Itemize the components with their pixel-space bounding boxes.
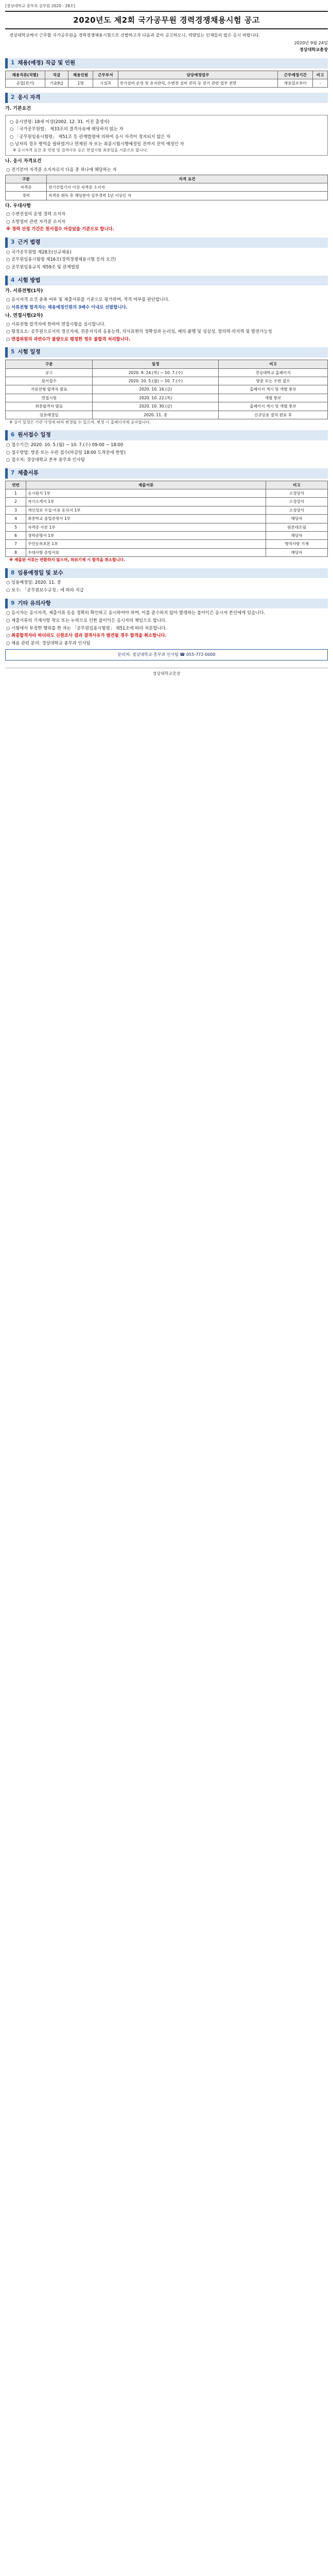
table-cell: 공고 <box>6 368 93 377</box>
table-row <box>6 532 328 540</box>
note-text: ※ 응시자격 요건 중 연령 및 결격사유 등은 면접시험 최종일을 기준으로 합니다. <box>13 148 148 153</box>
table-cell: 응시원서 1부 <box>26 489 266 498</box>
section-title: 제출서류 <box>17 469 39 476</box>
warning-text: ※ 경력 산정 기간은 원서접수 마감일을 기준으로 합니다. <box>6 226 114 232</box>
table-header: 근무예정기간 <box>278 71 313 79</box>
table-cell: 기술9급 <box>45 79 68 88</box>
list-item: ○ 「공무원임용시험령」 제51조 등 관계법령에 의하여 응시 자격이 정지되지 않은 자 <box>10 133 171 139</box>
table-cell: 해당자 <box>266 548 328 556</box>
list-item: ○ 응시연령: 18세 이상(2002. 12. 31. 이전 출생자) <box>10 118 110 124</box>
section-number: 5 <box>11 349 15 355</box>
table-row <box>6 79 328 88</box>
table-cell: 5 <box>6 523 26 531</box>
table-header: 직급 <box>45 71 68 79</box>
table-cell: 2020. 10. 30.(금) <box>93 402 219 411</box>
section-title: 시험 방법 <box>17 277 41 283</box>
table-header: 구분 <box>6 360 93 368</box>
table-cell: 7 <box>6 540 26 548</box>
list-item: ○ 접수처: 경상대학교 본부 총무과 인사팀 <box>6 457 85 463</box>
section-notices <box>5 599 328 647</box>
section-title: 기타 유의사항 <box>17 600 51 606</box>
table-row <box>6 183 328 191</box>
list-item: ○ 공무원임용규칙 제59조 및 관계법령 <box>6 264 79 270</box>
table-cell: 자격증 사본 1부 <box>26 523 266 531</box>
note-text: ※ 제출된 서류는 반환하지 않으며, 허위기재 시 합격을 취소합니다. <box>9 557 126 563</box>
table-row <box>6 523 328 531</box>
section-number: 8 <box>11 569 15 576</box>
table-cell: 원본대조필 <box>266 523 328 531</box>
section-number: 4 <box>11 277 15 283</box>
qualification-table <box>5 175 328 200</box>
table-cell: 경력증명서 1부 <box>26 532 266 540</box>
table-header: 비고 <box>266 481 328 489</box>
document-tag: [경상대학교 총무과 공무원 2020 - 28호] <box>5 4 76 8</box>
page-title: 2020년도 제2회 국가공무원 경력경쟁채용시험 공고 <box>73 15 260 25</box>
table-cell: 최종학교 졸업증명서 1부 <box>26 515 266 523</box>
table-cell: 소정양식 <box>266 489 328 498</box>
table-cell: 개인정보 수집·이용 동의서 1부 <box>26 506 266 514</box>
table-cell: 해당자 <box>266 532 328 540</box>
table-cell: 채용일로부터 <box>278 79 313 88</box>
list-item: ○ 채용 관련 문의: 경상대학교 총무과 인사팀 <box>6 640 91 646</box>
list-item: ○ 임용예정일: 2020. 11. 중 <box>6 580 61 585</box>
table-cell: 개별 통보 <box>219 394 328 402</box>
list-item: ○ 접수방법: 방문 또는 우편 접수(마감일 18:00 도착분에 한함) <box>6 449 126 455</box>
table-row <box>6 385 328 394</box>
table-cell: 2 <box>6 498 26 506</box>
table-cell: 8 <box>6 548 26 556</box>
table-row <box>6 411 328 419</box>
table-cell: 경력 <box>6 192 47 200</box>
schedule-table <box>5 360 328 419</box>
list-item: ○ 「국가공무원법」 제33조의 결격사유에 해당하지 않는 자 <box>10 126 124 132</box>
issuer-block <box>5 40 328 53</box>
section-title: 시험 일정 <box>17 349 41 355</box>
issue-date: 2020년 9월 24일 <box>294 40 328 46</box>
table-row <box>6 377 328 385</box>
table-row <box>6 498 328 506</box>
list-item: ○ 제출서류의 기재사항 착오 또는 누락으로 인한 불이익은 응시자의 책임으로 합니다. <box>6 617 167 623</box>
table-cell: 경상대학교 홈페이지 <box>219 368 328 377</box>
list-item: ○ 남자의 경우 병역을 필하였거나 면제된 자 또는 최종시험시행예정일 전까지 전역 예정인 자 <box>10 141 184 147</box>
section-title: 근거 법령 <box>17 239 41 246</box>
table-header: 자격 요건 <box>47 175 328 183</box>
list-item: ○ 보수: 「공무원보수규정」에 따라 지급 <box>6 587 84 592</box>
contact-box: 문의처: 경상대학교 총무과 인사팀 ☎ 055-772-0000 <box>5 649 328 660</box>
list-item: ○ 전기분야 자격증 소지자로서 다음 중 하나에 해당하는 자 <box>6 166 117 172</box>
subsection-title: 나. 응시 자격요건 <box>5 159 42 164</box>
table-cell: 전기설비 운영 및 유지관리, 수변전 설비 관리 등 전기 관련 업무 전반 <box>118 79 278 88</box>
table-cell: 시설과 <box>93 79 118 88</box>
section-number: 3 <box>11 239 15 246</box>
announcement-page <box>0 0 333 685</box>
table-cell: 홈페이지 게시 및 개별 통보 <box>219 402 328 411</box>
list-item: ○ 수변전설비 운영 경력 소지자 <box>6 211 66 217</box>
table-cell: 원서접수 <box>6 377 93 385</box>
section-application <box>5 430 328 463</box>
subsection-title: 나. 면접시험(2차) <box>5 313 43 319</box>
table-row <box>6 540 328 548</box>
table-cell: 임용예정일 <box>6 411 93 419</box>
list-item: ○ 공무원임용시험령 제16조(경력경쟁채용시험 등의 요건) <box>6 257 116 262</box>
table-row <box>6 489 328 498</box>
table-header: 일정 <box>93 360 219 368</box>
list-item: ○ 응시자격 요건 충족 여부 및 제출서류를 기준으로 평가하며, 적격 여부를 판단합니다. <box>6 296 169 302</box>
list-item: ○ 서류전형 합격자는 채용예정인원의 3배수 이내로 선발합니다. <box>6 304 128 310</box>
table-row <box>6 192 328 200</box>
section-title: 응시 자격 <box>17 94 41 101</box>
table-row <box>6 394 328 402</box>
section-heading <box>5 238 328 248</box>
table-cell: 주민등록초본 1부 <box>26 540 266 548</box>
table-cell: 홈페이지 게시 및 개별 통보 <box>219 385 328 394</box>
table-cell: 1 <box>6 489 26 498</box>
positions-table <box>5 71 328 88</box>
table-cell: 1명 <box>68 79 93 88</box>
table-header: 연번 <box>6 481 26 489</box>
section-number: 9 <box>11 600 15 606</box>
section-heading <box>5 58 328 69</box>
section-exam-method <box>5 276 328 343</box>
table-cell: 해당자 <box>266 515 328 523</box>
table-cell: 최종합격자 발표 <box>6 402 93 411</box>
section-qualifications <box>5 93 328 232</box>
table-cell: 2020. 9. 24.(목) ~ 10. 7.(수) <box>93 368 219 377</box>
table-row <box>6 515 328 523</box>
list-item: ○ 국가공무원법 제28조(신규채용) <box>6 249 72 255</box>
table-header: 비고 <box>313 71 328 79</box>
section-heading <box>5 430 328 440</box>
section-title: 원서접수 일정 <box>17 432 51 438</box>
table-cell: 소정양식 <box>266 498 328 506</box>
table-row <box>6 506 328 514</box>
table-cell: 자격증 <box>6 183 47 191</box>
note-text: ※ 상기 일정은 기관 사정에 따라 변경될 수 있으며, 변경 시 홈페이지에 공지합니다. <box>9 419 151 425</box>
section-heading <box>5 468 328 479</box>
list-item: ○ 소방설비 관련 자격증 소지자 <box>6 218 66 224</box>
title-box <box>5 11 328 29</box>
section-legal-basis <box>5 238 328 270</box>
table-header: 담당예정업무 <box>118 71 278 79</box>
table-cell: 6 <box>6 532 26 540</box>
section-number: 7 <box>11 469 15 476</box>
list-item: ○ 최종합격자라 하더라도 신원조사 결과 결격사유가 발견될 경우 합격을 취소합니다. <box>6 633 167 638</box>
subsection-title: 가. 기본요건 <box>5 106 31 112</box>
table-cell: 전기산업기사 이상 자격증 소지자 <box>47 183 328 191</box>
table-cell: 3 <box>6 506 26 514</box>
table-cell: 우대사항 증빙서류 <box>26 548 266 556</box>
section-schedule <box>5 347 328 425</box>
table-cell: 자기소개서 1부 <box>26 498 266 506</box>
section-number: 2 <box>11 94 15 101</box>
table-header: 채용직류(직렬) <box>6 71 45 79</box>
table-header: 제출서류 <box>26 481 266 489</box>
section-heading <box>5 568 328 579</box>
table-header: 근무부서 <box>93 71 118 79</box>
section-heading <box>5 93 328 103</box>
subsection-title: 가. 서류전형(1차) <box>5 289 43 294</box>
intro-text: 경상대학교에서 근무할 국가공무원을 경력경쟁채용시험으로 선발하고자 다음과 같이 공고하오니, 역량있는 인재들의 많은 응시 바랍니다. <box>9 32 260 38</box>
section-number: 6 <box>11 432 15 438</box>
table-cell: 2020. 10. 5.(월) ~ 10. 7.(수) <box>93 377 219 385</box>
list-item: ○ 서류전형 합격자에 한하여 면접시험을 실시합니다. <box>6 321 106 327</box>
table-cell: 소정양식 <box>266 506 328 514</box>
section-title: 임용예정일 및 보수 <box>17 569 63 576</box>
list-item: ○ 평정요소: 공무원으로서의 정신자세, 전문지식과 응용능력, 의사표현의 정확성과 논리성, 예의·품행 및 성실성, 창의력·의지력 및 발전가능성 <box>6 329 272 334</box>
list-item: ○ 응시자는 응시자격, 제출서류 등을 정확히 확인하고 응시하여야 하며, 이를 준수하지 않아 발생하는 불이익은 응시자 본인에게 있습니다. <box>6 610 265 616</box>
section-heading <box>5 276 328 286</box>
section-number: 1 <box>11 59 15 66</box>
section-heading <box>5 347 328 358</box>
table-cell: - <box>313 79 328 88</box>
section-documents <box>5 468 328 563</box>
issuer-org: 경상대학교총장 <box>299 47 328 53</box>
table-cell: 병역사항 기재 <box>266 540 328 548</box>
table-header: 비고 <box>219 360 328 368</box>
table-cell: 2020. 10. 16.(금) <box>93 385 219 394</box>
table-cell: 4 <box>6 515 26 523</box>
signature: 경상대학교총장 <box>5 668 328 677</box>
table-row <box>6 402 328 411</box>
table-cell: 2020. 10. 22.(목) <box>93 394 219 402</box>
list-item: ○ 시험에서 부정한 행위를 한 자는 「공무원임용시험령」 제51조에 따라 처분합니다. <box>6 625 167 631</box>
table-row <box>6 368 328 377</box>
table-cell: 공업(전기) <box>6 79 45 88</box>
section-positions <box>5 58 328 88</box>
section-appointment <box>5 568 328 594</box>
section-heading <box>5 599 328 609</box>
section-title: 채용(예정) 직급 및 인원 <box>17 59 76 66</box>
table-cell: 신규임용 절차 완료 후 <box>219 411 328 419</box>
table-cell: 방문 또는 우편 접수 <box>219 377 328 385</box>
documents-table <box>5 481 328 557</box>
table-cell: 자격증 취득 후 해당분야 실무경력 1년 이상인 자 <box>47 192 328 200</box>
table-cell: 2020. 11. 중 <box>93 411 219 419</box>
list-item: ○ 면접위원의 과반수가 불량으로 평정한 경우 불합격 처리합니다. <box>6 336 131 342</box>
list-item: ○ 접수기간: 2020. 10. 5.(월) ~ 10. 7.(수) 09:00 ~ 18:00 <box>6 442 124 448</box>
subsection-title: 다. 우대사항 <box>5 203 31 209</box>
table-cell: 서류전형 합격자 발표 <box>6 385 93 394</box>
basic-requirements-box <box>5 115 328 156</box>
table-header: 채용인원 <box>68 71 93 79</box>
table-cell: 면접시험 <box>6 394 93 402</box>
table-header: 구분 <box>6 175 47 183</box>
table-row <box>6 548 328 556</box>
